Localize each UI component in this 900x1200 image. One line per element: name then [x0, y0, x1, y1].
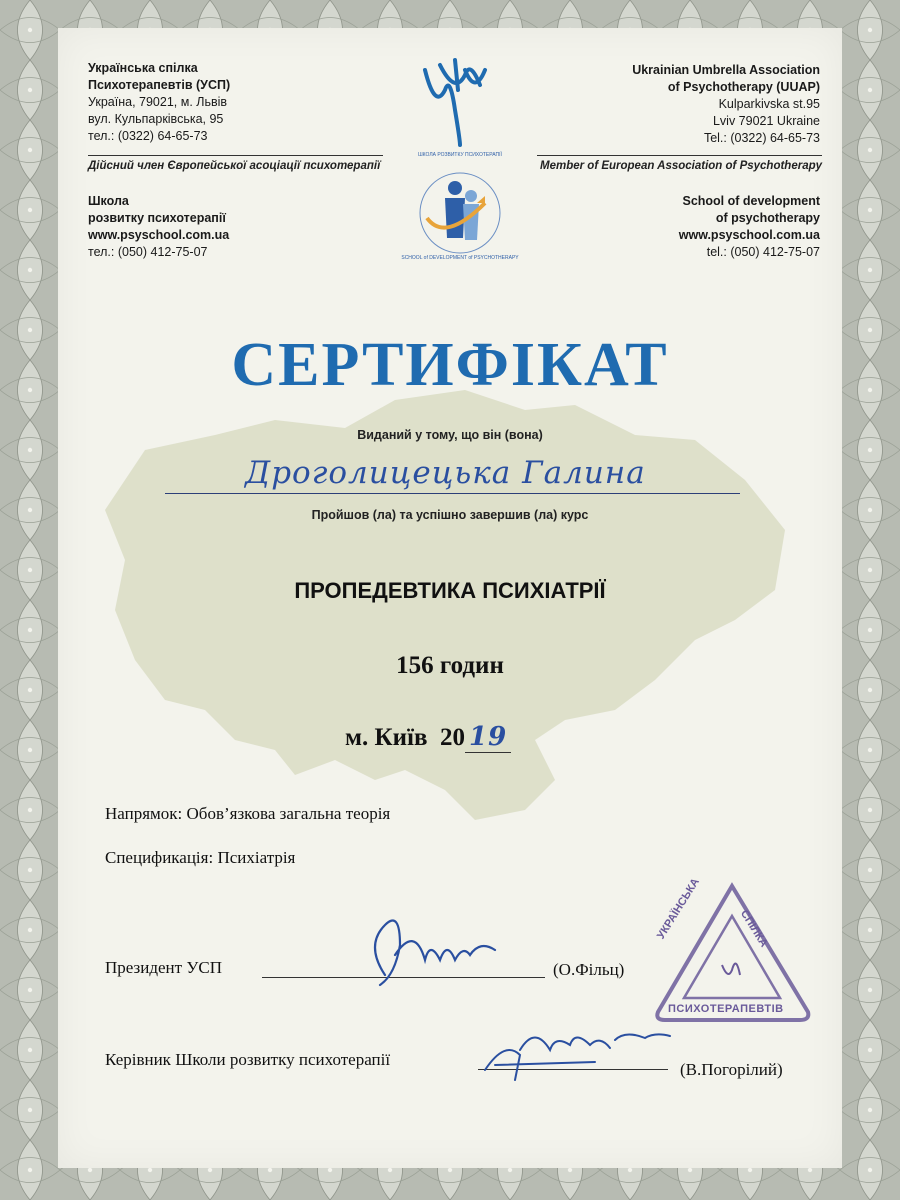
address-ua-line1: Україна, 79021, м. Львів	[88, 95, 228, 109]
org-name-en-line1: Ukrainian Umbrella Association	[632, 63, 820, 77]
school-block-right	[520, 193, 820, 261]
ukraine-map-watermark	[95, 380, 795, 850]
head-name: (В.Погорілий)	[680, 1060, 783, 1079]
stamp-text-right: СПІЛКА	[737, 908, 770, 950]
phone-en: Tel.: (0322) 64-65-73	[703, 131, 820, 145]
address-ua-line2: вул. Кульпарківська, 95	[88, 112, 224, 126]
school-ua-line1: Школа	[88, 194, 129, 208]
member-note-en: Member of European Association of Psychotherapy	[540, 160, 823, 172]
address-en-line2: Lviv 79021 Ukraine	[712, 114, 820, 128]
certificate-title: СЕРТИФІКАТ	[231, 331, 669, 399]
address-en-line1: Kulparkivska st.95	[718, 97, 820, 111]
specialization-value: Психіатрія	[217, 848, 296, 867]
school-logo-ring-top: ШКОЛА РОЗВИТКУ ПСИХОТЕРАПІЇ	[418, 152, 502, 158]
school-phone-en: tel.: (050) 412-75-07	[706, 245, 820, 259]
course-name: ПРОПЕДЕВТИКА ПСИХІАТРІЇ	[294, 578, 606, 603]
org-name-ua-line1: Українська спілка	[88, 61, 198, 75]
year-handwritten: 19	[465, 722, 511, 753]
org-block-left	[88, 60, 230, 145]
recipient-name-handwritten: Дроголицецька Галина	[245, 455, 646, 491]
member-note-ua: Дійсний член Європейської асоціації психотерапії	[88, 160, 381, 172]
divider-right	[537, 155, 822, 156]
course-hours: 156 годин	[396, 652, 504, 679]
direction-label: Напрямок:	[105, 804, 183, 823]
city-year-printed: м. Київ 20	[345, 724, 466, 751]
direction-value: Обов’язкова загальна теорія	[186, 804, 391, 823]
specialization-line	[105, 848, 295, 868]
org-name-ua-line2: Психотерапевтів (УСП)	[88, 78, 231, 92]
school-en-line1: School of development	[682, 194, 820, 208]
head-signature	[475, 1010, 675, 1090]
divider-left	[88, 155, 383, 156]
website-en: www.psyschool.com.ua	[678, 228, 820, 242]
org-name-en-line2: of Psychotherapy (UUAP)	[667, 80, 820, 94]
president-label: Президент УСП	[105, 958, 222, 977]
school-ua-line2: розвитку психотерапії	[88, 211, 226, 225]
completed-text: Пройшов (ла) та успішно завершив (ла) курс	[311, 508, 589, 522]
specialization-label: Спецификація:	[105, 848, 214, 867]
school-block-left	[88, 193, 229, 261]
recipient-name-line	[165, 493, 740, 494]
org-block-right	[520, 62, 820, 147]
phone-ua: тел.: (0322) 64-65-73	[88, 129, 208, 143]
president-signature	[355, 905, 505, 995]
direction-line	[105, 804, 390, 824]
stamp-text-left: УКРАЇНСЬКА	[655, 876, 702, 942]
stamp-text-bottom: ПСИХОТЕРАПЕВТІВ	[668, 1003, 784, 1015]
city-year	[345, 722, 511, 752]
school-logo-ring-bottom: SCHOOL of DEVELOPMENT of PSYCHOTHERAPY	[401, 255, 519, 261]
school-phone-ua: тел.: (050) 412-75-07	[88, 245, 208, 259]
uuap-logo-icon	[410, 50, 500, 150]
issued-text: Виданий у тому, що він (вона)	[357, 428, 543, 442]
president-name: (О.Фільц)	[553, 960, 625, 979]
website-ua: www.psyschool.com.ua	[88, 228, 230, 242]
school-logo-icon	[405, 158, 515, 268]
head-label: Керівник Школи розвитку психотерапії	[105, 1050, 391, 1069]
school-en-line2: of psychotherapy	[715, 211, 820, 225]
